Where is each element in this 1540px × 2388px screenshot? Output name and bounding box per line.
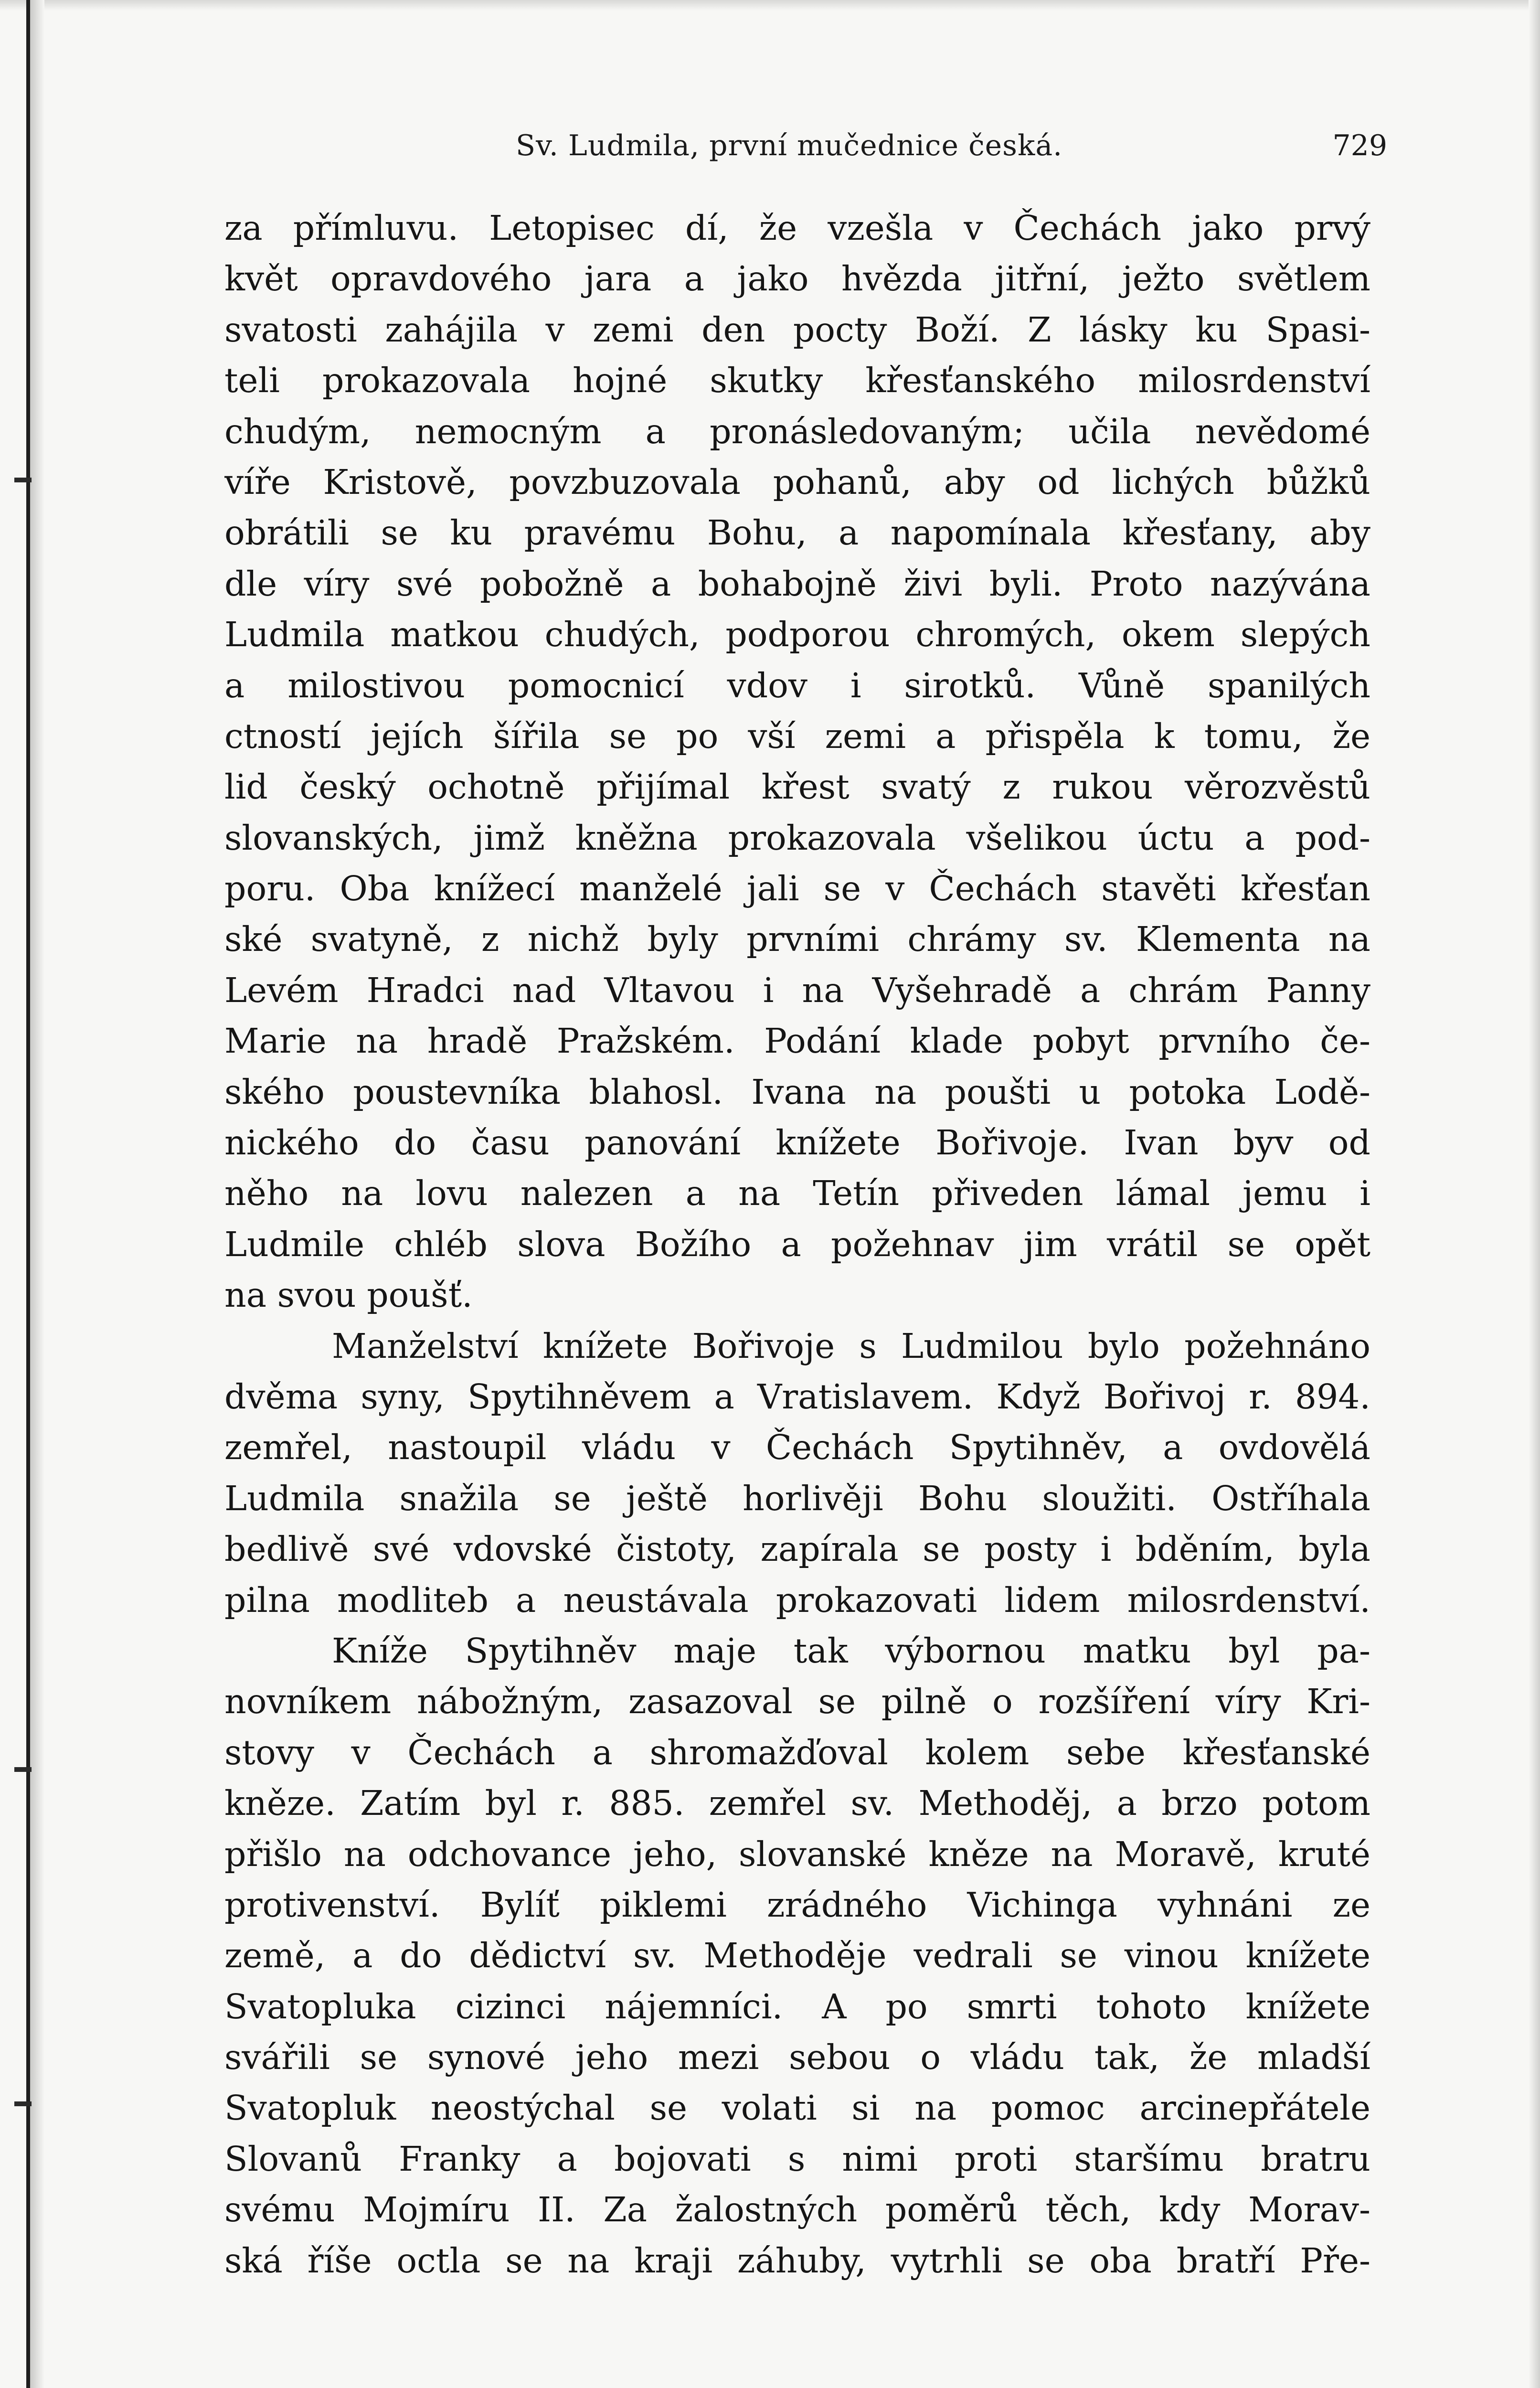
body-text xyxy=(224,203,1370,2286)
text-line: zemřel, nastoupil vládu v Čechách Spytihněv, a ovdovělá xyxy=(224,1428,1370,1468)
page-header xyxy=(224,129,1387,172)
running-title: Sv. Ludmila, první mučednice česká. xyxy=(516,129,1063,162)
text-line: něho na lovu nalezen a na Tetín přiveden lámal jemu i xyxy=(224,1173,1370,1214)
text-line: víře Kristově, povzbuzovala pohanů, aby od lichých bůžků xyxy=(224,462,1370,502)
paragraph-start-line: Manželství knížete Bořivoje s Ludmilou bylo požehnáno xyxy=(332,1326,1370,1366)
text-line: chudým, nemocným a pronásledovaným; učila nevědomé xyxy=(224,411,1370,451)
text-line: bedlivě své vdovské čistoty, zapírala se posty i bděním, byla xyxy=(224,1529,1370,1569)
text-line: dle víry své pobožně a bohabojně živi byli. Proto nazývána xyxy=(224,564,1370,604)
text-line: Levém Hradci nad Vltavou i na Vyšehradě a chrám Panny xyxy=(224,970,1370,1010)
text-line: přišlo na odchovance jeho, slovanské kněze na Moravě, kruté xyxy=(224,1834,1370,1874)
text-line: Marie na hradě Pražském. Podání klade pobyt prvního če- xyxy=(224,1021,1370,1061)
text-line: Svatopluka cizinci nájemníci. A po smrti tohoto knížete xyxy=(224,1986,1370,2026)
text-line: svářili se synové jeho mezi sebou o vládu tak, že mladší xyxy=(224,2037,1370,2078)
text-line: poru. Oba knížecí manželé jali se v Čechách stavěti křesťan xyxy=(224,869,1370,909)
text-line: ská říše octla se na kraji záhuby, vytrhli se oba bratří Pře- xyxy=(224,2240,1370,2281)
text-line: Ludmila matkou chudých, podporou chromých, okem slepých xyxy=(224,615,1370,655)
paragraph-start-line: Kníže Spytihněv maje tak výbornou matku byl pa- xyxy=(332,1631,1370,1671)
text-line: Ludmila snažila se ještě horlivěji Bohu sloužiti. Ostříhala xyxy=(224,1478,1370,1518)
text-line: stovy v Čechách a shromažďoval kolem sebe křesťanské xyxy=(224,1732,1370,1772)
text-line: a milostivou pomocnicí vdov i sirotků. Vůně spanilých xyxy=(224,665,1370,705)
text-line: kněze. Zatím byl r. 885. zemřel sv. Methoděj, a brzo potom xyxy=(224,1783,1370,1823)
paragraph-end-line: na svou poušť. xyxy=(224,1275,473,1315)
text-line: teli prokazovala hojné skutky křesťanského milosrdenství xyxy=(224,361,1370,401)
text-line: ctností jejích šířila se po vší zemi a přispěla k tomu, že xyxy=(224,716,1370,756)
text-line: Svatopluk neostýchal se volati si na pomoc arcinepřátele xyxy=(224,2088,1370,2128)
text-line: ského poustevníka blahosl. Ivana na poušti u potoka Lodě- xyxy=(224,1072,1370,1112)
text-line: ské svatyně, z nichž byly prvními chrámy sv. Klementa na xyxy=(224,919,1370,959)
margin-mark xyxy=(14,478,32,482)
text-line: dvěma syny, Spytihněvem a Vratislavem. Když Bořivoj r. 894. xyxy=(224,1376,1370,1417)
text-line: slovanských, jimž kněžna prokazovala všelikou úctu a pod- xyxy=(224,818,1370,858)
text-line: květ opravdového jara a jako hvězda jitřní, ježto světlem xyxy=(224,259,1370,299)
text-line: protivenství. Bylíť piklemi zrádného Vichinga vyhnáni ze xyxy=(224,1885,1370,1925)
text-line: lid český ochotně přijímal křest svatý z rukou věrozvěstů xyxy=(224,767,1370,807)
text-line: svatosti zahájila v zemi den pocty Boží. Z lásky ku Spasi- xyxy=(224,309,1370,350)
text-line: Ludmile chléb slova Božího a požehnav jim vrátil se opět xyxy=(224,1224,1370,1264)
text-line: nického do času panování knížete Bořivoje. Ivan byv od xyxy=(224,1123,1370,1163)
text-line: země, a do dědictví sv. Methoděje vedrali se vinou knížete xyxy=(224,1936,1370,1976)
text-line: svému Mojmíru II. Za žalostných poměrů těch, kdy Morav- xyxy=(224,2190,1370,2230)
margin-mark xyxy=(14,1767,32,1772)
text-line: obrátili se ku pravému Bohu, a napomínala křesťany, aby xyxy=(224,513,1370,553)
right-page-shadow xyxy=(1529,0,1540,2388)
text-line: za přímluvu. Letopisec dí, že vzešla v Čechách jako prvý xyxy=(224,208,1370,248)
paragraph-end-line: pilna modliteb a neustávala prokazovati lidem milosrdenství. xyxy=(224,1580,1370,1620)
text-line: Slovanů Franky a bojovati s nimi proti staršímu bratru xyxy=(224,2139,1370,2179)
top-page-shadow xyxy=(0,0,1540,11)
binding-edge xyxy=(26,0,30,2388)
margin-mark xyxy=(14,2101,32,2106)
page-number: 729 xyxy=(1332,129,1387,162)
binding-shadow xyxy=(30,0,44,2388)
text-line: novníkem nábožným, zasazoval se pilně o rozšíření víry Kri- xyxy=(224,1682,1370,1722)
